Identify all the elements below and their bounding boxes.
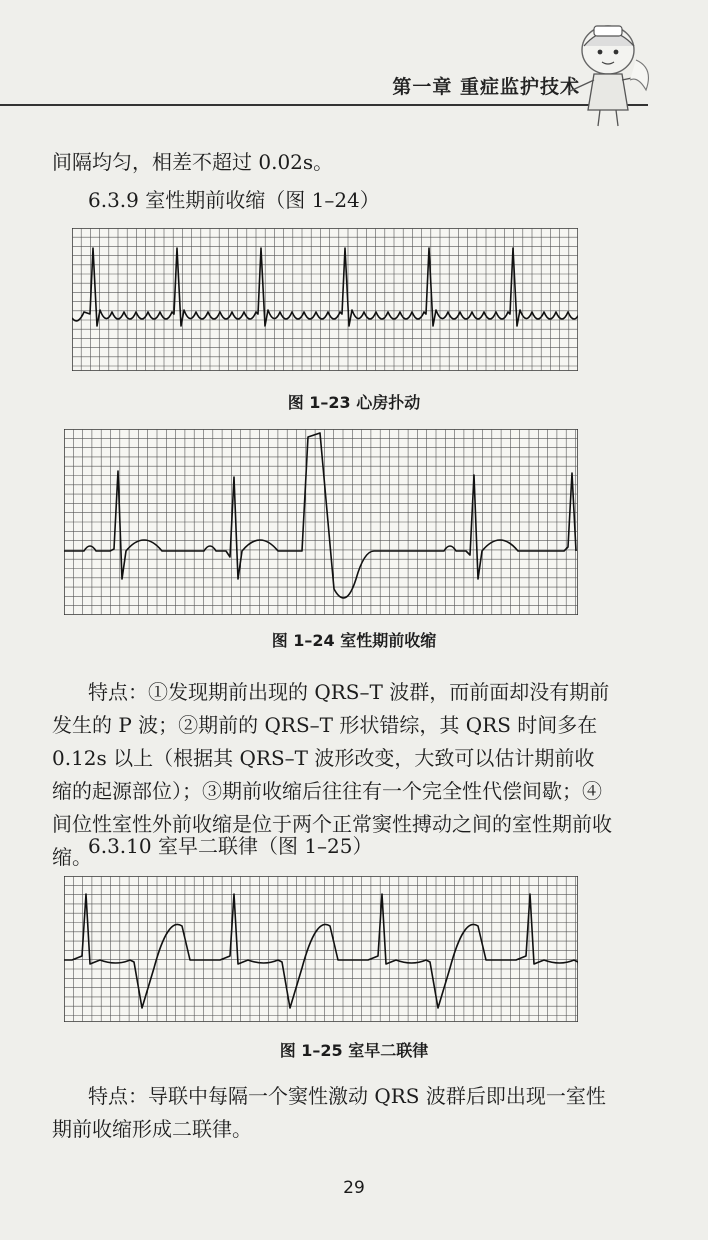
section-heading-6-3-10: 6.3.10 室早二联律（图 1–25） [88,834,373,858]
ecg-ventricular-premature-strip [64,429,578,615]
page-number: 29 [343,1178,365,1198]
ecg-atrial-flutter-strip [72,228,578,371]
paragraph-features-pvc: 特点：①发现期前出现的 QRS–T 波群，而前面却没有期前发生的 P 波；②期前的 QRS–T 形状错综，其 QRS 时间多在 0.12s 以上（根据其 QRS–T 波形改变，大致可以估计期前收缩的起源部位）；③期前收缩后往往有一个完全性代偿间歇；④间位性室性外前收缩是位于两个正常窦性搏动之间的室性期前收缩。 [52,680,612,869]
chapter-title: 第一章 重症监护技术 [392,76,580,98]
page-header [0,0,708,135]
figure-caption-1-25: 图 1–25 室早二联律 [279,1041,429,1060]
figure-caption-1-23: 图 1–23 心房扑动 [287,393,421,412]
ecg-bigeminy-strip [64,876,578,1022]
section-heading-6-3-9: 6.3.9 室性期前收缩（图 1–24） [88,188,380,212]
figure-caption-1-24: 图 1–24 室性期前收缩 [271,631,437,650]
paragraph-intro: 间隔均匀，相差不超过 0.02s。 [52,150,334,174]
paragraph-features-bigeminy: 特点：导联中每隔一个窦性激动 QRS 波群后即出现一室性期前收缩形成二联律。 [52,1084,606,1141]
nurse-cartoon-icon [550,20,660,130]
